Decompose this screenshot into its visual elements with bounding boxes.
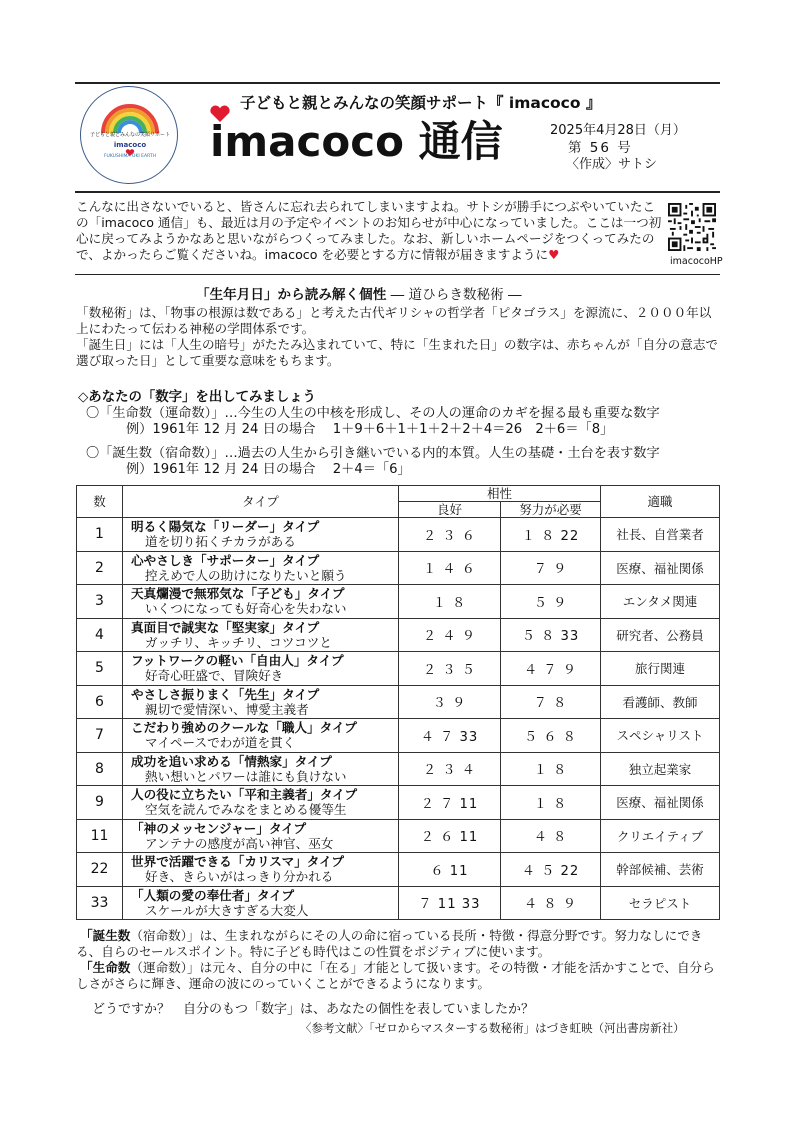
suitable-job: セラピスト bbox=[601, 886, 720, 920]
row-number: 22 bbox=[77, 853, 123, 887]
logo-place: FUKUSHIMA OKI EARTH bbox=[103, 154, 157, 159]
table-row bbox=[77, 819, 720, 853]
type-description: 熱い想いとパワーは誰にも負けない bbox=[145, 768, 347, 784]
compat-effort: ４ ８ bbox=[501, 819, 601, 853]
header-job: 適職 bbox=[601, 486, 720, 518]
header-top-rule bbox=[75, 82, 720, 84]
qr-code-icon[interactable] bbox=[668, 203, 716, 251]
suitable-job: クリエイティブ bbox=[601, 819, 720, 853]
header-num: 数 bbox=[77, 486, 123, 518]
suitable-job: スペシャリスト bbox=[601, 719, 720, 753]
type-description: 控えめで人の助けになりたいと願う bbox=[145, 567, 347, 583]
table-row bbox=[77, 618, 720, 652]
row-type bbox=[123, 819, 399, 853]
suitable-job: 幹部候補、芸術 bbox=[601, 853, 720, 887]
numerology-table bbox=[76, 485, 719, 923]
life-path-definition: 〇「生命数（運命数）」…今生の人生の中核を形成し、その人の運命のカギを握る最も重要な数字 bbox=[86, 406, 660, 421]
row-type bbox=[123, 886, 399, 920]
compat-effort: ５ ９ bbox=[501, 585, 601, 619]
compat-effort: ５ ８ 33 bbox=[501, 618, 601, 652]
table-row bbox=[77, 685, 720, 719]
row-number: 11 bbox=[77, 819, 123, 853]
type-description: スケールが大きすぎる大変人 bbox=[145, 902, 309, 918]
life-path-example: 例）1961年 12 月 24 日の場合 1＋9＋6＋1＋1＋2＋2＋4＝26 2＋6＝「8」 bbox=[126, 422, 614, 437]
row-number: 7 bbox=[77, 719, 123, 753]
birth-number-term: 「誕生数 bbox=[80, 928, 131, 943]
reference: 〈参考文献〉「ゼロからマスターする数秘術」はづき虹映（河出書房新社） bbox=[300, 1021, 685, 1035]
compat-effort: ４ ７ ９ bbox=[501, 652, 601, 686]
heart-icon: ♥ bbox=[548, 247, 560, 262]
row-number: 9 bbox=[77, 786, 123, 820]
table-row bbox=[77, 752, 720, 786]
type-name: 天真爛漫で無邪気な「子ども」タイプ bbox=[131, 586, 345, 602]
compat-effort: ４ ５ 22 bbox=[501, 853, 601, 887]
compat-good: ６ 11 bbox=[399, 853, 501, 887]
type-name: こだわり強めのクールな「職人」タイプ bbox=[131, 720, 357, 736]
row-number: 33 bbox=[77, 886, 123, 920]
compat-good: ２ ３ ４ bbox=[399, 752, 501, 786]
type-name: 世界で活躍できる「カリスマ」タイプ bbox=[131, 854, 344, 870]
table-row bbox=[77, 585, 720, 619]
row-number: 1 bbox=[77, 518, 123, 552]
section-title-main: 「生年月日」から読み解く個性 bbox=[196, 287, 387, 303]
suitable-job: 独立起業家 bbox=[601, 752, 720, 786]
compat-good: ７ 11 33 bbox=[399, 886, 501, 920]
birth-number-definition: 〇「誕生数（宿命数）」…過去の人生から引き継いでいる内的本質。人生の基礎・土台を表す数字 bbox=[86, 446, 660, 461]
section-title bbox=[196, 283, 522, 303]
life-number-explanation bbox=[76, 960, 721, 992]
issue-number: 第 56 号 bbox=[568, 140, 633, 156]
tagline: 子どもと親とみんなの笑顔サポート『 imacoco 』 bbox=[240, 94, 602, 112]
header-compat: 相性 bbox=[399, 486, 601, 502]
row-number: 6 bbox=[77, 685, 123, 719]
header-bottom-rule bbox=[75, 191, 720, 193]
type-description: 道を切り拓くチカラがある bbox=[145, 534, 296, 550]
row-type bbox=[123, 786, 399, 820]
compat-effort: ７ ９ bbox=[501, 551, 601, 585]
row-type bbox=[123, 652, 399, 686]
row-type bbox=[123, 518, 399, 552]
type-description: 親切で愛情深い、博愛主義者 bbox=[145, 701, 309, 717]
table-row bbox=[77, 719, 720, 753]
compat-effort: １ ８ bbox=[501, 752, 601, 786]
intro-text: こんなに出さないでいると、皆さんに忘れ去られてしまいますよね。サトシが勝手につぶやいていたこの「imacoco 通信」も、最近は月の予定やイベントのお知らせが中心になっていました。ここは一つ初心に戻ってみようかなあと思いながらつくってみました。なお、新しいホームページをつくってみたので、よかったらご覧くださいね。imacoco を必要とする方に情報が届きますように bbox=[76, 199, 662, 262]
table-row bbox=[77, 853, 720, 887]
author: 〈作成〉サトシ bbox=[566, 157, 658, 172]
header-type: タイプ bbox=[123, 486, 399, 518]
qr-label: imacocoHP bbox=[670, 256, 723, 267]
compat-effort: ４ ８ ９ bbox=[501, 886, 601, 920]
type-name: 真面目で誠実な「堅実家」タイプ bbox=[131, 619, 320, 635]
type-name: 明るく陽気な「リーダー」タイプ bbox=[131, 519, 320, 535]
suitable-job: 社長、自営業者 bbox=[601, 518, 720, 552]
type-name: 「人類の愛の奉仕者」タイプ bbox=[131, 887, 295, 903]
birth-number-text: （宿命数）」は、生まれながらにその人の命に宿っている長所・特徴・得意分野です。努力なしにできる、自らのセールスポイント。特に子ども時代はこの性質をポジティブに使います。 bbox=[76, 928, 703, 959]
explanation bbox=[76, 928, 721, 992]
row-number: 2 bbox=[77, 551, 123, 585]
closing-question: どうですか？ 自分のもつ「数字」は、あなたの個性を表していましたか？ bbox=[92, 1002, 535, 1017]
row-type bbox=[123, 752, 399, 786]
issue-date: 2025年4月28日（月） bbox=[550, 123, 686, 138]
type-description: いくつになっても好奇心を失わない bbox=[145, 601, 347, 617]
row-type bbox=[123, 719, 399, 753]
type-name: フットワークの軽い「自由人」タイプ bbox=[131, 653, 344, 669]
logo-name: imacoco bbox=[113, 141, 147, 149]
compat-good: ４ ７ 33 bbox=[399, 719, 501, 753]
newsletter-title: imacoco 通信 bbox=[210, 117, 503, 166]
compat-effort: ５ ６ ８ bbox=[501, 719, 601, 753]
sub-heading: ◇あなたの「数字」を出してみましょう bbox=[78, 390, 316, 405]
row-type bbox=[123, 685, 399, 719]
table-body bbox=[77, 518, 720, 920]
compat-good: ２ ４ ９ bbox=[399, 618, 501, 652]
compat-good: ３ ９ bbox=[399, 685, 501, 719]
intro-bottom-rule bbox=[75, 274, 720, 275]
compat-good: ２ ７ 11 bbox=[399, 786, 501, 820]
section-title-sub: ― 道ひらき数秘術 ― bbox=[386, 287, 522, 303]
imacoco-logo bbox=[80, 86, 178, 184]
row-number: 3 bbox=[77, 585, 123, 619]
row-type bbox=[123, 551, 399, 585]
type-description: 好奇心旺盛で、冒険好き bbox=[145, 668, 284, 684]
life-number-text: （運命数）」は元々、自分の中に「在る」才能として扱います。その特徴・才能を活かすことで、自分らしさがさらに輝き、運命の波にのっていくことができるようになります。 bbox=[76, 960, 715, 991]
intro-paragraph bbox=[76, 199, 666, 263]
type-name: 人の役に立ちたい「平和主義者」タイプ bbox=[131, 787, 358, 803]
compat-effort: １ ８ 22 bbox=[501, 518, 601, 552]
table-row bbox=[77, 518, 720, 552]
type-description: 好き、きらいがはっきり分かれる bbox=[145, 869, 334, 885]
compat-good: ２ ３ ５ bbox=[399, 652, 501, 686]
compat-good: ２ ６ 11 bbox=[399, 819, 501, 853]
suitable-job: エンタメ関連 bbox=[601, 585, 720, 619]
row-number: 5 bbox=[77, 652, 123, 686]
type-description: アンテナの感度が高い神官、巫女 bbox=[145, 835, 334, 851]
logo-subtitle: 子どもと親とみんなの笑顔サポート bbox=[89, 132, 170, 138]
header-good: 良好 bbox=[399, 502, 501, 518]
suitable-job: 医療、福祉関係 bbox=[601, 551, 720, 585]
paragraph-birthday: 「誕生日」には「人生の暗号」がたたみ込まれていて、特に「生まれた日」の数字は、赤ちゃんが「自分の意志で選び取った日」として重要な意味をもちます。 bbox=[76, 337, 719, 368]
life-number-term: 「生命数 bbox=[80, 960, 131, 975]
type-description: マイペースでわが道を貫く bbox=[145, 735, 296, 751]
suitable-job: 旅行関連 bbox=[601, 652, 720, 686]
type-name: やさしさ振りまく「先生」タイプ bbox=[131, 686, 320, 702]
paragraph-numerology: 「数秘術」は、「物事の根源は数である」と考えた古代ギリシャの哲学者「ピタゴラス」を源流に、２０００年以上にわたって伝わる神秘の学問体系です。 bbox=[76, 305, 712, 336]
row-type bbox=[123, 585, 399, 619]
table-row bbox=[77, 886, 720, 920]
row-number: 8 bbox=[77, 752, 123, 786]
compat-effort: ７ ８ bbox=[501, 685, 601, 719]
compat-good: １ ４ ６ bbox=[399, 551, 501, 585]
type-name: 「神のメッセンジャー」タイプ bbox=[131, 820, 307, 836]
table-row bbox=[77, 786, 720, 820]
table-row bbox=[77, 551, 720, 585]
type-name: 心やさしき「サポーター」タイプ bbox=[131, 552, 320, 568]
type-description: ガッチリ、キッチリ、コツコツと bbox=[145, 634, 332, 650]
type-name: 成功を追い求める「情熱家」タイプ bbox=[131, 753, 332, 769]
compat-good: １ ８ bbox=[399, 585, 501, 619]
compat-effort: １ ８ bbox=[501, 786, 601, 820]
row-number: 4 bbox=[77, 618, 123, 652]
header-effort: 努力が必要 bbox=[501, 502, 601, 518]
compat-good: ２ ３ ６ bbox=[399, 518, 501, 552]
suitable-job: 研究者、公務員 bbox=[601, 618, 720, 652]
row-type bbox=[123, 618, 399, 652]
table-row bbox=[77, 652, 720, 686]
birth-number-explanation bbox=[76, 928, 721, 960]
suitable-job: 看護師、教師 bbox=[601, 685, 720, 719]
type-description: 空気を読んでみなをまとめる優等生 bbox=[145, 802, 347, 818]
suitable-job: 医療、福祉関係 bbox=[601, 786, 720, 820]
row-type bbox=[123, 853, 399, 887]
birth-number-example: 例）1961年 12 月 24 日の場合 2＋4＝「6」 bbox=[126, 462, 411, 477]
